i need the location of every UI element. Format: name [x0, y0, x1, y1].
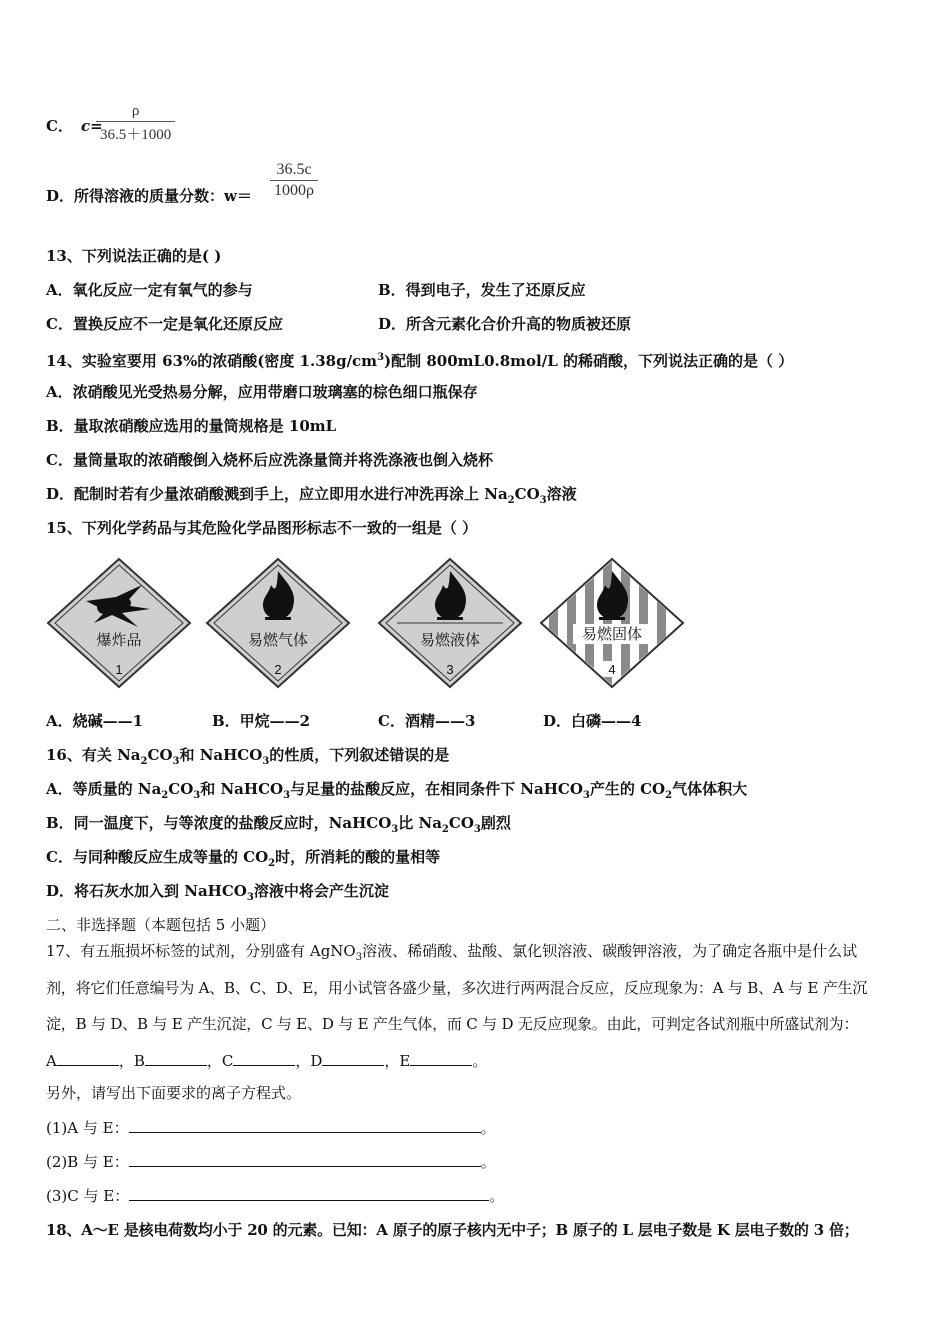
q12-option-d-denominator: 1000ρ	[274, 182, 314, 199]
sign-number: 4	[608, 662, 616, 677]
flammable-solid-sign	[539, 557, 685, 689]
sign-number: 3	[446, 662, 454, 677]
q18-stem: 18、A～E 是核电荷数均小于 20 的元素。已知：A 原子的原子核内无中子；B 原子的 L 层电子数是 K 层电子数的 3 倍；	[46, 1221, 859, 1239]
flammable-liquid-sign	[377, 557, 523, 689]
q12-option-d-numerator: 36.5c	[276, 161, 312, 178]
q17-equation-3: (3)C 与 E： 。	[46, 1187, 505, 1205]
q13-stem: 13、下列说法正确的是( )	[46, 247, 222, 265]
equation-blank-1[interactable]	[129, 1117, 481, 1133]
equation-blank-3[interactable]	[129, 1185, 489, 1201]
sign-label: 易燃固体	[581, 626, 643, 643]
q12-option-c-denominator: 36.5＋1000	[100, 127, 172, 143]
q17-line-2: 剂，将它们任意编号为 A、B、C、D、E，用小试管各盛少量，多次进行两两混合反应，反应现象为：A 与 B、A 与 E 产生沉	[46, 979, 868, 997]
explosive-hazard-sign	[46, 557, 192, 689]
q14-option-c: C．量筒量取的浓硝酸倒入烧杯后应洗涤量筒并将洗涤液也倒入烧杯	[46, 451, 493, 469]
q16-option-a: A．等质量的 $Na_2CO_3$和 NaHCO$_3$与足量的盐酸反应，在相同条件下 NaHCO$_3$产生的 $CO_2$气体体积大	[46, 780, 748, 801]
sign-label: 爆炸品	[96, 632, 142, 649]
q15-option-b: B．甲烷——2	[212, 712, 311, 730]
q12-option-c-var: c=	[80, 117, 103, 135]
q13-option-b: B．得到电子，发生了还原反应	[378, 281, 586, 299]
q17-line-3: 淀，B 与 D、B 与 E 产生沉淀，C 与 E、D 与 E 产生气体，而 C 与 D 无反应现象。由此，可判定各试剂瓶中所盛试剂为：	[46, 1015, 859, 1033]
q13-option-a: A．氧化反应一定有氧气的参与	[46, 281, 253, 299]
fraction-bar	[96, 121, 175, 122]
q15-stem: 15、下列化学药品与其危险化学品图形标志不一致的一组是（ ）	[46, 519, 478, 537]
q15-option-a: A．烧碱——1	[46, 712, 144, 730]
equation-blank-2[interactable]	[129, 1151, 481, 1167]
q17-answer-blanks: A ，B ，C ，D ，E 。	[46, 1052, 488, 1070]
q13-option-d: D．所含元素化合价升高的物质被还原	[378, 315, 632, 333]
q15-option-c: C．酒精——3	[378, 712, 476, 730]
flammable-gas-sign	[205, 557, 351, 689]
q16-stem: 16、有关 $Na_2CO_3$和 NaHCO$_3$的性质，下列叙述错误的是	[46, 746, 450, 767]
sign-label: 易燃液体	[419, 632, 481, 649]
q14-option-d: D．配制时若有少量浓硝酸溅到手上，应立即用水进行冲洗再涂上 $Na_2CO_3$溶液	[46, 485, 577, 506]
answer-blank-e[interactable]	[410, 1050, 472, 1066]
answer-blank-d[interactable]	[322, 1050, 384, 1066]
q16-option-d: D．将石灰水加入到 NaHCO$_3$溶液中将会产生沉淀	[46, 882, 389, 903]
q13-option-c: C．置换反应不一定是氧化还原反应	[46, 315, 283, 333]
q17-equation-1: (1)A 与 E： 。	[46, 1119, 496, 1137]
q17-equation-2: (2)B 与 E： 。	[46, 1153, 496, 1171]
section-heading: 二、非选择题（本题包括 5 小题）	[46, 916, 276, 934]
sign-number: 1	[115, 662, 123, 677]
q15-option-d: D．白磷——4	[543, 712, 642, 730]
sign-label: 易燃气体	[247, 632, 309, 649]
q14-stem: 14、实验室要用 63%的浓硝酸(密度 $1.38g/cm^3$)配制 800mL0.8mol/L 的稀硝酸，下列说法正确的是（ ）	[46, 352, 794, 370]
q14-option-b: B．量取浓硝酸应选用的量筒规格是 10mL	[46, 417, 337, 435]
q16-option-c: C．与同种酸反应生成等量的 $CO_2$时，所消耗的酸的量相等	[46, 848, 441, 869]
answer-blank-a[interactable]	[57, 1050, 119, 1066]
q12-option-c-fraction	[96, 103, 175, 144]
q12-option-c-numerator: ρ	[131, 103, 140, 119]
q12-option-c: C． c=	[46, 117, 103, 135]
q12-option-d: D．所得溶液的质量分数：w＝	[46, 187, 252, 205]
q16-option-b: B．同一温度下，与等浓度的盐酸反应时，NaHCO$_3$比 $Na_2CO_3$剧烈	[46, 814, 511, 835]
fraction-bar	[270, 180, 318, 181]
q12-option-d-fraction	[270, 161, 318, 200]
sign-number: 2	[274, 662, 282, 677]
q17-line-1: 17、有五瓶损坏标签的试剂，分别盛有 AgNO$_3$溶液、稀硝酸、盐酸、氯化钡溶液、碳酸钾溶液，为了确定各瓶中是什么试	[46, 942, 858, 963]
q17-instruction: 另外，请写出下面要求的离子方程式。	[46, 1084, 302, 1102]
answer-blank-b[interactable]	[145, 1050, 207, 1066]
q14-option-a: A．浓硝酸见光受热易分解，应用带磨口玻璃塞的棕色细口瓶保存	[46, 383, 478, 401]
answer-blank-c[interactable]	[233, 1050, 295, 1066]
